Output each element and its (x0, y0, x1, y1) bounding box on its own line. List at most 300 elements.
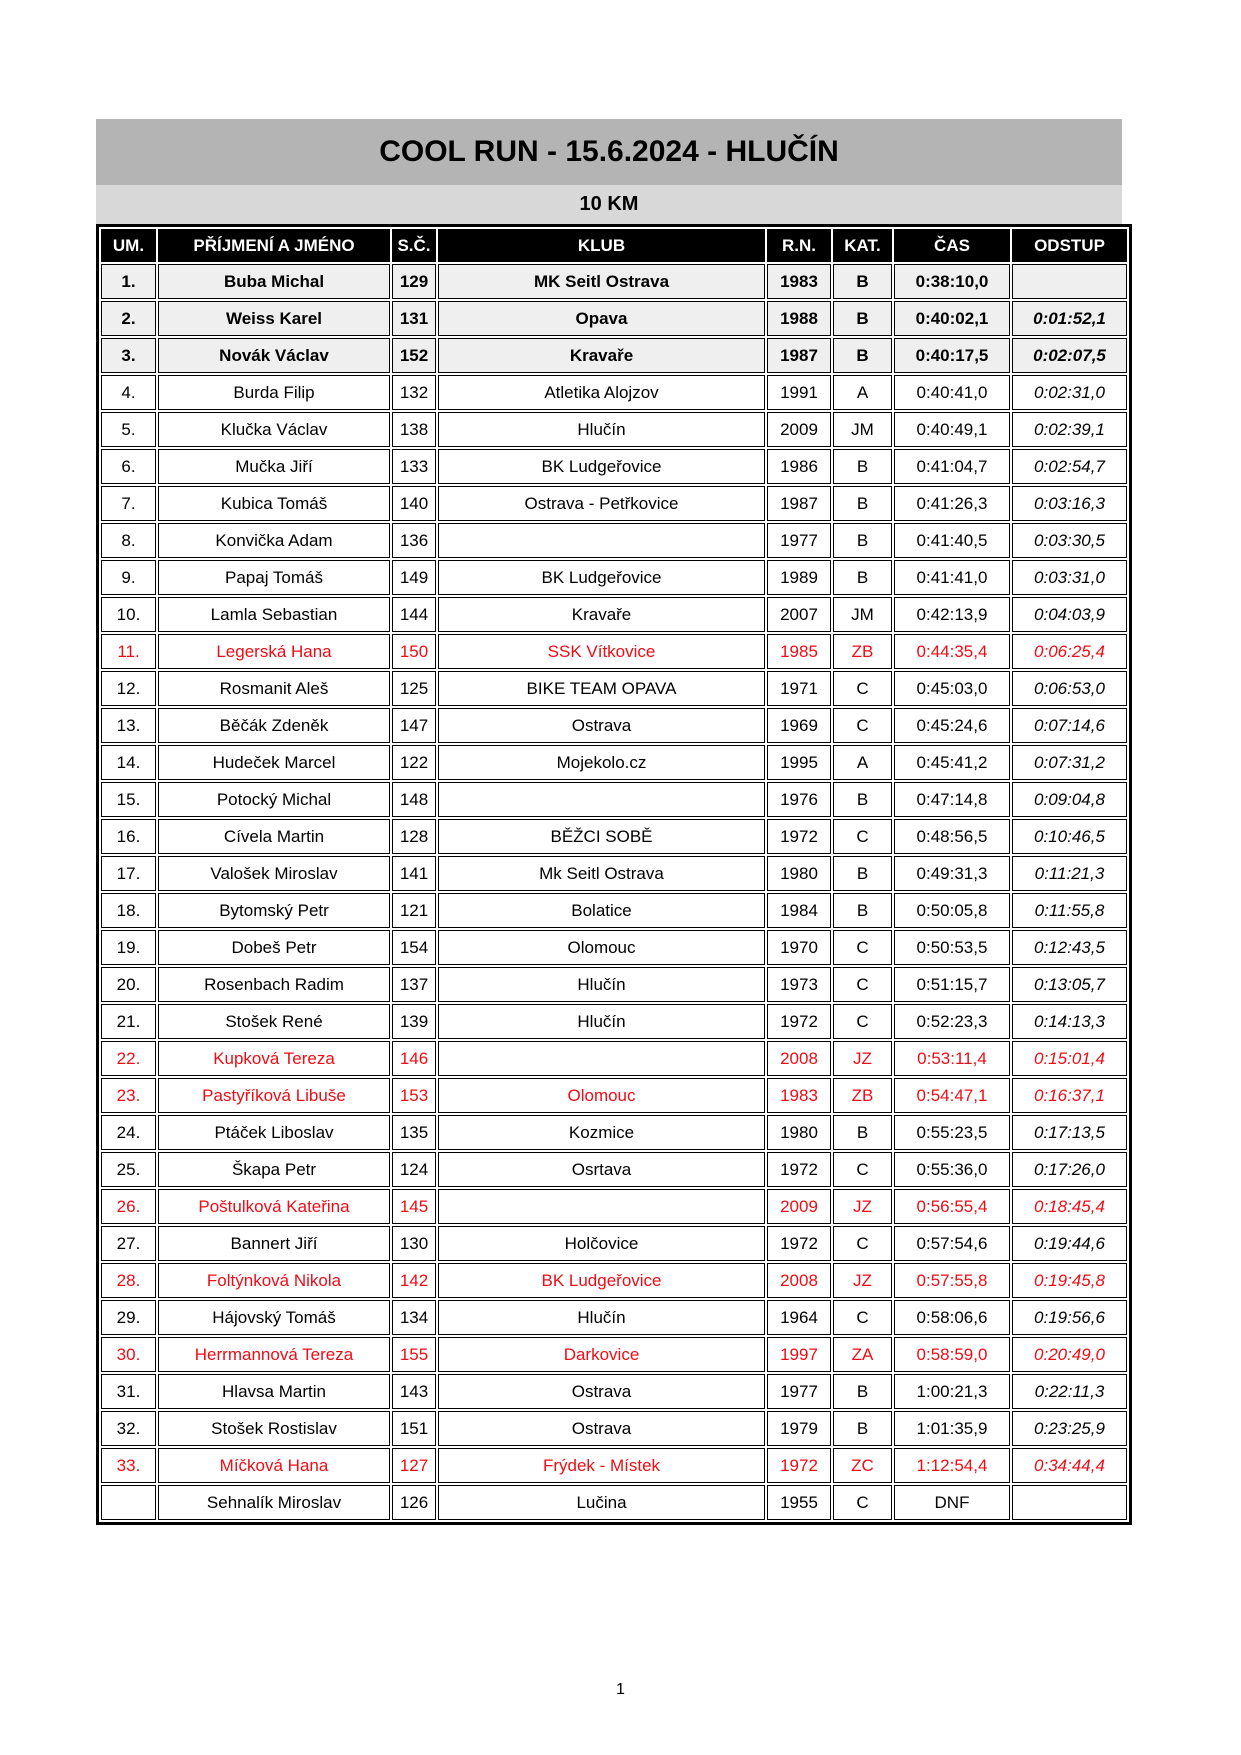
cell-club: Hlučín (438, 1300, 765, 1335)
cell-um: 12. (101, 671, 156, 706)
cell-cat: ZB (833, 1078, 892, 1113)
cell-name: Weiss Karel (158, 301, 390, 336)
cell-born: 1983 (767, 264, 831, 299)
cell-cat: ZA (833, 1337, 892, 1372)
cell-um: 29. (101, 1300, 156, 1335)
cell-name: Ptáček Liboslav (158, 1115, 390, 1150)
column-header-bib: S.Č. (392, 229, 436, 262)
cell-gap: 0:12:43,5 (1012, 930, 1127, 965)
cell-cat: B (833, 560, 892, 595)
cell-name: Stošek René (158, 1004, 390, 1039)
cell-time: 0:41:40,5 (894, 523, 1010, 558)
cell-gap: 0:07:31,2 (1012, 745, 1127, 780)
cell-um: 31. (101, 1374, 156, 1409)
event-title: COOL RUN - 15.6.2024 - HLUČÍN (379, 135, 839, 168)
cell-um: 22. (101, 1041, 156, 1076)
cell-cat: B (833, 782, 892, 817)
cell-club: Ostrava (438, 1374, 765, 1409)
cell-time: 0:41:04,7 (894, 449, 1010, 484)
cell-gap: 0:17:26,0 (1012, 1152, 1127, 1187)
cell-cat: JM (833, 412, 892, 447)
cell-club (438, 1189, 765, 1224)
cell-bib: 152 (392, 338, 436, 373)
cell-cat: JZ (833, 1263, 892, 1298)
cell-cat: B (833, 449, 892, 484)
cell-gap: 0:02:07,5 (1012, 338, 1127, 373)
cell-bib: 155 (392, 1337, 436, 1372)
cell-um: 28. (101, 1263, 156, 1298)
cell-time: 0:53:11,4 (894, 1041, 1010, 1076)
cell-gap: 0:07:14,6 (1012, 708, 1127, 743)
cell-cat: B (833, 486, 892, 521)
cell-born: 1997 (767, 1337, 831, 1372)
table-row (101, 597, 1127, 632)
cell-bib: 124 (392, 1152, 436, 1187)
cell-gap: 0:19:56,6 (1012, 1300, 1127, 1335)
cell-cat: B (833, 1411, 892, 1446)
cell-bib: 129 (392, 264, 436, 299)
cell-born: 1980 (767, 856, 831, 891)
table-row (101, 930, 1127, 965)
cell-born: 1985 (767, 634, 831, 669)
cell-name: Rosenbach Radim (158, 967, 390, 1002)
cell-club (438, 1041, 765, 1076)
cell-name: Hlavsa Martin (158, 1374, 390, 1409)
cell-time: 0:52:23,3 (894, 1004, 1010, 1039)
table-row (101, 1078, 1127, 1113)
cell-time: 0:56:55,4 (894, 1189, 1010, 1224)
cell-born: 1970 (767, 930, 831, 965)
column-header-cat: KAT. (833, 229, 892, 262)
cell-club: Ostrava (438, 708, 765, 743)
cell-born: 1987 (767, 486, 831, 521)
table-header-row (101, 229, 1127, 262)
cell-name: Stošek Rostislav (158, 1411, 390, 1446)
cell-club: BK Ludgeřovice (438, 1263, 765, 1298)
table-row (101, 1226, 1127, 1261)
cell-club: BĚŽCI SOBĚ (438, 819, 765, 854)
cell-club: Darkovice (438, 1337, 765, 1372)
cell-bib: 144 (392, 597, 436, 632)
cell-bib: 131 (392, 301, 436, 336)
cell-gap: 0:02:31,0 (1012, 375, 1127, 410)
cell-um: 9. (101, 560, 156, 595)
cell-gap (1012, 264, 1127, 299)
cell-born: 1971 (767, 671, 831, 706)
cell-um: 8. (101, 523, 156, 558)
cell-born: 1964 (767, 1300, 831, 1335)
cell-bib: 125 (392, 671, 436, 706)
cell-gap: 0:06:53,0 (1012, 671, 1127, 706)
cell-name: Cívela Martin (158, 819, 390, 854)
cell-bib: 146 (392, 1041, 436, 1076)
cell-name: Hudeček Marcel (158, 745, 390, 780)
table-row (101, 1374, 1127, 1409)
cell-born: 1984 (767, 893, 831, 928)
cell-cat: JM (833, 597, 892, 632)
table-row (101, 708, 1127, 743)
cell-um: 25. (101, 1152, 156, 1187)
cell-um: 1. (101, 264, 156, 299)
cell-time: 1:00:21,3 (894, 1374, 1010, 1409)
cell-time: 0:55:36,0 (894, 1152, 1010, 1187)
cell-born: 2008 (767, 1041, 831, 1076)
table-row (101, 782, 1127, 817)
cell-um: 15. (101, 782, 156, 817)
cell-um: 19. (101, 930, 156, 965)
cell-name: Mučka Jiří (158, 449, 390, 484)
cell-club: Bolatice (438, 893, 765, 928)
table-row (101, 967, 1127, 1002)
table-row (101, 1115, 1127, 1150)
column-header-um: UM. (101, 229, 156, 262)
cell-name: Herrmannová Tereza (158, 1337, 390, 1372)
cell-cat: JZ (833, 1041, 892, 1076)
cell-club: Mk Seitl Ostrava (438, 856, 765, 891)
cell-bib: 133 (392, 449, 436, 484)
column-header-gap: ODSTUP (1012, 229, 1127, 262)
cell-bib: 143 (392, 1374, 436, 1409)
cell-cat: B (833, 523, 892, 558)
cell-gap: 0:19:44,6 (1012, 1226, 1127, 1261)
cell-name: Lamla Sebastian (158, 597, 390, 632)
cell-time: 0:41:26,3 (894, 486, 1010, 521)
cell-um: 21. (101, 1004, 156, 1039)
cell-club: BK Ludgeřovice (438, 560, 765, 595)
cell-born: 1983 (767, 1078, 831, 1113)
cell-gap: 0:14:13,3 (1012, 1004, 1127, 1039)
cell-name: Burda Filip (158, 375, 390, 410)
distance-label: 10 KM (579, 193, 639, 215)
cell-cat: B (833, 1374, 892, 1409)
cell-born: 1980 (767, 1115, 831, 1150)
cell-bib: 148 (392, 782, 436, 817)
table-row (101, 1411, 1127, 1446)
table-row (101, 893, 1127, 928)
cell-time: 0:40:02,1 (894, 301, 1010, 336)
cell-um: 7. (101, 486, 156, 521)
cell-gap: 0:02:54,7 (1012, 449, 1127, 484)
cell-born: 1973 (767, 967, 831, 1002)
cell-club: Hlučín (438, 412, 765, 447)
cell-time: 0:49:31,3 (894, 856, 1010, 891)
cell-cat: C (833, 930, 892, 965)
column-header-time: ČAS (894, 229, 1010, 262)
cell-cat: B (833, 338, 892, 373)
cell-bib: 145 (392, 1189, 436, 1224)
cell-name: Potocký Michal (158, 782, 390, 817)
cell-cat: C (833, 1485, 892, 1520)
cell-name: Míčková Hana (158, 1448, 390, 1483)
cell-club: Ostrava - Petřkovice (438, 486, 765, 521)
table-row (101, 1189, 1127, 1224)
table-row (101, 745, 1127, 780)
cell-cat: C (833, 819, 892, 854)
cell-gap: 0:34:44,4 (1012, 1448, 1127, 1483)
cell-gap: 0:10:46,5 (1012, 819, 1127, 854)
results-table (96, 224, 1132, 1525)
cell-time: 0:50:05,8 (894, 893, 1010, 928)
cell-name: Papaj Tomáš (158, 560, 390, 595)
cell-name: Běčák Zdeněk (158, 708, 390, 743)
table-row (101, 1263, 1127, 1298)
cell-club (438, 523, 765, 558)
cell-born: 1977 (767, 523, 831, 558)
cell-cat: A (833, 375, 892, 410)
table-row (101, 856, 1127, 891)
cell-bib: 132 (392, 375, 436, 410)
cell-time: 0:54:47,1 (894, 1078, 1010, 1113)
cell-gap: 0:03:31,0 (1012, 560, 1127, 595)
table-row (101, 264, 1127, 299)
cell-born: 2009 (767, 412, 831, 447)
cell-gap: 0:03:30,5 (1012, 523, 1127, 558)
table-row (101, 375, 1127, 410)
cell-gap: 0:11:55,8 (1012, 893, 1127, 928)
table-row (101, 1152, 1127, 1187)
cell-um: 33. (101, 1448, 156, 1483)
table-row (101, 301, 1127, 336)
cell-um: 2. (101, 301, 156, 336)
table-row (101, 1448, 1127, 1483)
cell-club: Atletika Alojzov (438, 375, 765, 410)
cell-born: 1989 (767, 560, 831, 595)
cell-time: 0:45:24,6 (894, 708, 1010, 743)
cell-born: 1972 (767, 1152, 831, 1187)
table-row (101, 1300, 1127, 1335)
cell-gap: 0:19:45,8 (1012, 1263, 1127, 1298)
cell-name: Foltýnková Nikola (158, 1263, 390, 1298)
cell-gap: 0:11:21,3 (1012, 856, 1127, 891)
cell-name: Valošek Miroslav (158, 856, 390, 891)
cell-name: Kubica Tomáš (158, 486, 390, 521)
cell-born: 1972 (767, 1448, 831, 1483)
cell-cat: C (833, 967, 892, 1002)
cell-name: Legerská Hana (158, 634, 390, 669)
table-row (101, 449, 1127, 484)
cell-club: Opava (438, 301, 765, 336)
cell-name: Poštulková Kateřina (158, 1189, 390, 1224)
cell-time: DNF (894, 1485, 1010, 1520)
table-row (101, 1337, 1127, 1372)
cell-time: 0:40:17,5 (894, 338, 1010, 373)
cell-cat: B (833, 1115, 892, 1150)
table-row (101, 412, 1127, 447)
cell-club: Holčovice (438, 1226, 765, 1261)
cell-time: 0:41:41,0 (894, 560, 1010, 595)
cell-club: Hlučín (438, 967, 765, 1002)
cell-club: Mojekolo.cz (438, 745, 765, 780)
cell-born: 1995 (767, 745, 831, 780)
cell-um (101, 1485, 156, 1520)
cell-um: 3. (101, 338, 156, 373)
cell-time: 0:58:59,0 (894, 1337, 1010, 1372)
cell-club: Kravaře (438, 338, 765, 373)
cell-gap: 0:09:04,8 (1012, 782, 1127, 817)
cell-um: 18. (101, 893, 156, 928)
table-row (101, 560, 1127, 595)
cell-cat: C (833, 1226, 892, 1261)
cell-bib: 138 (392, 412, 436, 447)
cell-gap: 0:17:13,5 (1012, 1115, 1127, 1150)
cell-um: 30. (101, 1337, 156, 1372)
cell-bib: 126 (392, 1485, 436, 1520)
cell-name: Rosmanit Aleš (158, 671, 390, 706)
cell-gap (1012, 1485, 1127, 1520)
cell-cat: C (833, 1152, 892, 1187)
cell-bib: 135 (392, 1115, 436, 1150)
cell-cat: B (833, 264, 892, 299)
cell-bib: 127 (392, 1448, 436, 1483)
table-row (101, 634, 1127, 669)
cell-club: BK Ludgeřovice (438, 449, 765, 484)
cell-um: 11. (101, 634, 156, 669)
cell-gap: 0:02:39,1 (1012, 412, 1127, 447)
cell-name: Pastyříková Libuše (158, 1078, 390, 1113)
cell-time: 1:12:54,4 (894, 1448, 1010, 1483)
cell-time: 0:40:41,0 (894, 375, 1010, 410)
cell-club: BIKE TEAM OPAVA (438, 671, 765, 706)
cell-born: 1991 (767, 375, 831, 410)
cell-club: Kozmice (438, 1115, 765, 1150)
cell-um: 13. (101, 708, 156, 743)
cell-gap: 0:23:25,9 (1012, 1411, 1127, 1446)
cell-time: 0:45:03,0 (894, 671, 1010, 706)
page-number: 1 (616, 1681, 625, 1698)
results-document (96, 119, 1122, 1525)
cell-club (438, 782, 765, 817)
table-row (101, 338, 1127, 373)
cell-um: 16. (101, 819, 156, 854)
cell-name: Hájovský Tomáš (158, 1300, 390, 1335)
cell-cat: A (833, 745, 892, 780)
cell-cat: ZB (833, 634, 892, 669)
cell-time: 0:38:10,0 (894, 264, 1010, 299)
cell-bib: 122 (392, 745, 436, 780)
cell-born: 1986 (767, 449, 831, 484)
cell-name: Bytomský Petr (158, 893, 390, 928)
cell-bib: 121 (392, 893, 436, 928)
column-header-born: R.N. (767, 229, 831, 262)
cell-cat: C (833, 1300, 892, 1335)
cell-bib: 140 (392, 486, 436, 521)
cell-bib: 134 (392, 1300, 436, 1335)
cell-time: 0:57:54,6 (894, 1226, 1010, 1261)
cell-name: Novák Václav (158, 338, 390, 373)
cell-club: MK Seitl Ostrava (438, 264, 765, 299)
cell-name: Dobeš Petr (158, 930, 390, 965)
cell-gap: 0:16:37,1 (1012, 1078, 1127, 1113)
event-title-bar (96, 119, 1122, 185)
cell-gap: 0:18:45,4 (1012, 1189, 1127, 1224)
table-row (101, 819, 1127, 854)
cell-cat: ZC (833, 1448, 892, 1483)
cell-cat: B (833, 301, 892, 336)
cell-club: Hlučín (438, 1004, 765, 1039)
cell-gap: 0:04:03,9 (1012, 597, 1127, 632)
cell-um: 32. (101, 1411, 156, 1446)
cell-cat: C (833, 671, 892, 706)
cell-cat: C (833, 708, 892, 743)
cell-club: Lučina (438, 1485, 765, 1520)
cell-bib: 139 (392, 1004, 436, 1039)
table-row (101, 1485, 1127, 1520)
cell-born: 1977 (767, 1374, 831, 1409)
cell-name: Bannert Jiří (158, 1226, 390, 1261)
cell-name: Kupková Tereza (158, 1041, 390, 1076)
table-row (101, 486, 1127, 521)
cell-bib: 149 (392, 560, 436, 595)
cell-gap: 0:22:11,3 (1012, 1374, 1127, 1409)
cell-um: 17. (101, 856, 156, 891)
cell-bib: 141 (392, 856, 436, 891)
cell-um: 26. (101, 1189, 156, 1224)
cell-bib: 137 (392, 967, 436, 1002)
cell-gap: 0:06:25,4 (1012, 634, 1127, 669)
cell-um: 5. (101, 412, 156, 447)
cell-club: Frýdek - Místek (438, 1448, 765, 1483)
cell-club: Osrtava (438, 1152, 765, 1187)
cell-time: 0:40:49,1 (894, 412, 1010, 447)
cell-um: 24. (101, 1115, 156, 1150)
cell-gap: 0:13:05,7 (1012, 967, 1127, 1002)
cell-um: 10. (101, 597, 156, 632)
cell-gap: 0:15:01,4 (1012, 1041, 1127, 1076)
cell-bib: 153 (392, 1078, 436, 1113)
cell-born: 1976 (767, 782, 831, 817)
cell-bib: 147 (392, 708, 436, 743)
cell-born: 1969 (767, 708, 831, 743)
cell-time: 0:47:14,8 (894, 782, 1010, 817)
cell-born: 2007 (767, 597, 831, 632)
cell-name: Škapa Petr (158, 1152, 390, 1187)
cell-club: SSK Vítkovice (438, 634, 765, 669)
cell-bib: 128 (392, 819, 436, 854)
cell-time: 0:57:55,8 (894, 1263, 1010, 1298)
cell-cat: JZ (833, 1189, 892, 1224)
cell-club: Kravaře (438, 597, 765, 632)
cell-cat: B (833, 893, 892, 928)
cell-time: 0:50:53,5 (894, 930, 1010, 965)
cell-born: 1972 (767, 1004, 831, 1039)
table-row (101, 671, 1127, 706)
cell-gap: 0:20:49,0 (1012, 1337, 1127, 1372)
cell-um: 27. (101, 1226, 156, 1261)
cell-um: 4. (101, 375, 156, 410)
cell-time: 1:01:35,9 (894, 1411, 1010, 1446)
cell-bib: 130 (392, 1226, 436, 1261)
cell-bib: 142 (392, 1263, 436, 1298)
cell-born: 2008 (767, 1263, 831, 1298)
cell-um: 20. (101, 967, 156, 1002)
cell-gap: 0:01:52,1 (1012, 301, 1127, 336)
cell-time: 0:42:13,9 (894, 597, 1010, 632)
cell-name: Konvička Adam (158, 523, 390, 558)
cell-born: 1979 (767, 1411, 831, 1446)
cell-bib: 151 (392, 1411, 436, 1446)
cell-bib: 136 (392, 523, 436, 558)
cell-born: 1987 (767, 338, 831, 373)
cell-time: 0:55:23,5 (894, 1115, 1010, 1150)
cell-club: Olomouc (438, 930, 765, 965)
cell-cat: B (833, 856, 892, 891)
column-header-name: PŘÍJMENÍ A JMÉNO (158, 229, 390, 262)
cell-name: Sehnalík Miroslav (158, 1485, 390, 1520)
table-row (101, 1004, 1127, 1039)
table-row (101, 523, 1127, 558)
distance-bar (96, 185, 1122, 224)
cell-um: 23. (101, 1078, 156, 1113)
